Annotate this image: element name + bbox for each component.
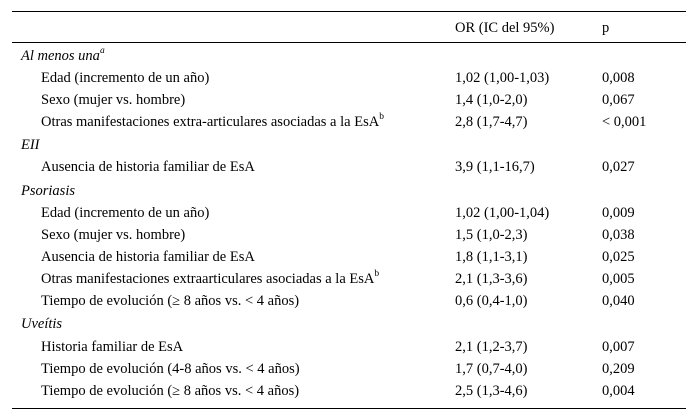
row-label: Tiempo de evolución (≥ 8 años vs. < 4 años) xyxy=(41,293,300,309)
row-p: < 0,001 xyxy=(602,114,647,130)
row-or: 0,6 (0,4-1,0) xyxy=(455,293,528,309)
row-p: 0,027 xyxy=(602,159,635,175)
row-or: 1,4 (1,0-2,0) xyxy=(455,92,528,108)
row-p: 0,009 xyxy=(602,205,635,221)
row-or: 3,9 (1,1-16,7) xyxy=(455,159,535,175)
row-or: 2,8 (1,7-4,7) xyxy=(455,114,528,130)
row-p: 0,038 xyxy=(602,227,635,243)
row-label: Ausencia de historia familiar de EsA xyxy=(41,159,255,175)
row-or: 1,7 (0,7-4,0) xyxy=(455,361,528,377)
row-p: 0,007 xyxy=(602,339,635,355)
header-p: p xyxy=(602,20,610,36)
group-title: Uveítis xyxy=(21,316,63,332)
group-title: EII xyxy=(21,137,40,153)
row-or: 2,1 (1,2-3,7) xyxy=(455,339,528,355)
row-p: 0,004 xyxy=(602,383,635,399)
table-bottom-rule xyxy=(12,408,686,409)
row-or: 1,8 (1,1-3,1) xyxy=(455,249,528,265)
row-label: Historia familiar de EsA xyxy=(41,339,184,355)
header-or: OR (IC del 95%) xyxy=(455,20,555,36)
row-p: 0,025 xyxy=(602,249,635,265)
row-label: Ausencia de historia familiar de EsA xyxy=(41,249,255,265)
row-p: 0,008 xyxy=(602,70,635,86)
group-title: Psoriasis xyxy=(21,183,75,199)
row-or: 1,02 (1,00-1,04) xyxy=(455,205,550,221)
row-label: Otras manifestaciones extra-articulares asociadas a la EsA$^b$ xyxy=(41,112,384,130)
row-p: 0,209 xyxy=(602,361,635,377)
table-header-rule xyxy=(12,42,686,43)
row-label: Tiempo de evolución (4-8 años vs. < 4 años) xyxy=(41,361,300,377)
row-or: 2,5 (1,3-4,6) xyxy=(455,383,528,399)
group-title: Al menos una$^a$ xyxy=(21,46,105,64)
row-label: Edad (incremento de un año) xyxy=(41,205,210,221)
row-label: Sexo (mujer vs. hombre) xyxy=(41,92,186,108)
row-label: Sexo (mujer vs. hombre) xyxy=(41,227,186,243)
row-p: 0,067 xyxy=(602,92,635,108)
row-or: 1,02 (1,00-1,03) xyxy=(455,70,550,86)
row-or: 1,5 (1,0-2,3) xyxy=(455,227,528,243)
table-top-rule xyxy=(12,11,686,12)
row-label: Otras manifestaciones extraarticulares asociadas a la EsA$^b$ xyxy=(41,269,380,287)
row-p: 0,005 xyxy=(602,271,635,287)
row-label: Edad (incremento de un año) xyxy=(41,70,210,86)
row-p: 0,040 xyxy=(602,293,635,309)
row-or: 2,1 (1,3-3,6) xyxy=(455,271,528,287)
row-label: Tiempo de evolución (≥ 8 años vs. < 4 años) xyxy=(41,383,300,399)
